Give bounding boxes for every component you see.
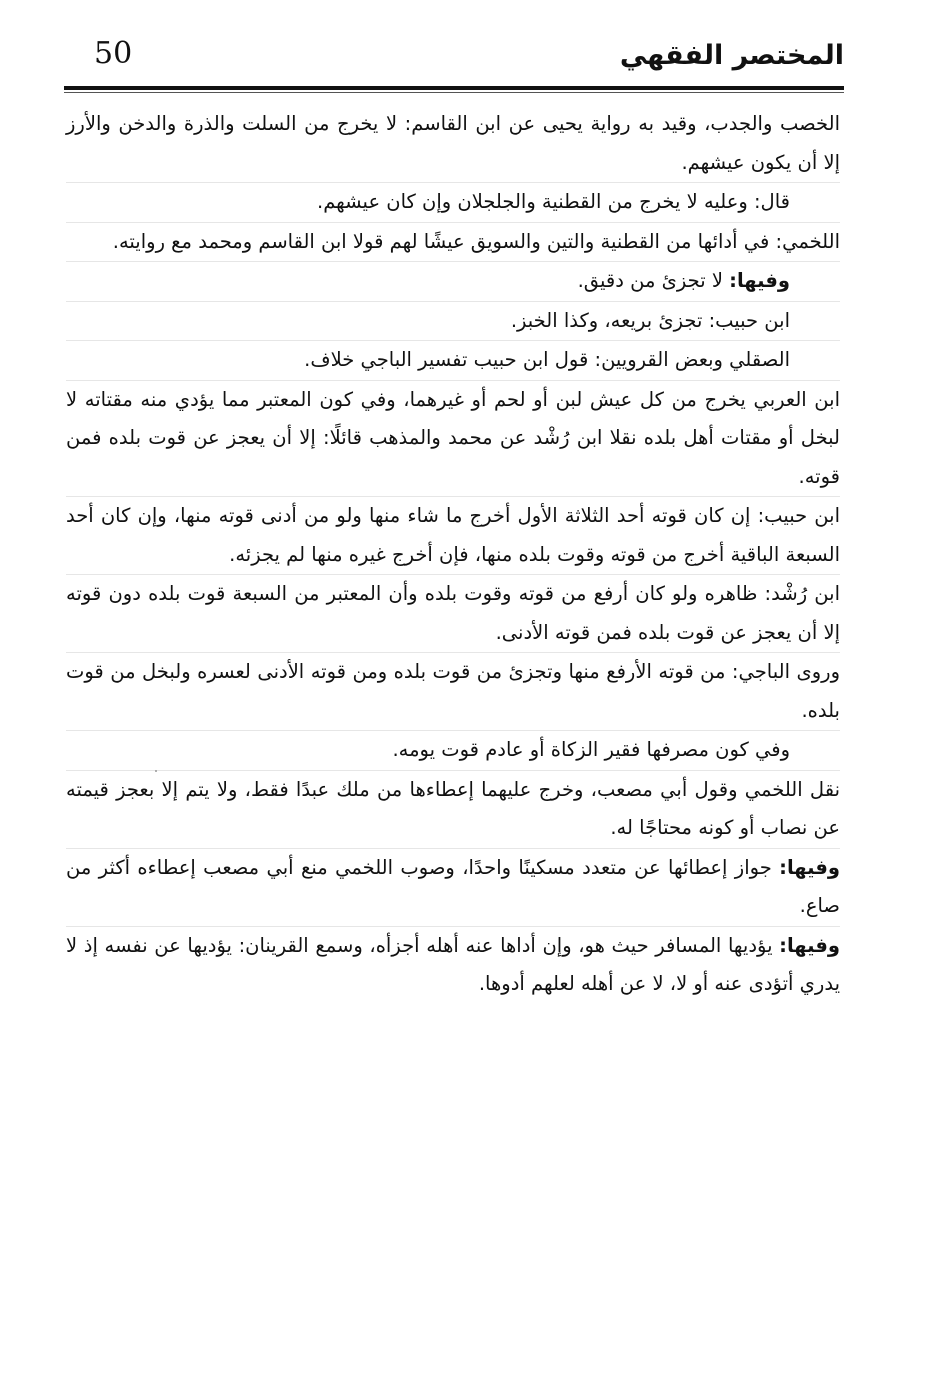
running-title: المختصر الفقهي [619,40,844,71]
paragraph [66,340,840,380]
paragraph [66,730,840,770]
paragraph-text: ابن رُشْد: ظاهره ولو كان أرفع من قوته وقوت بلده وأن المعتبر من السبعة قوت بلده دون قوته إلا أن يعجز عن قوت بلده فمن قوته الأدنى. [66,582,840,644]
paragraph-text: نقل اللخمي وقول أبي مصعب، وخرج عليهما إعطاءها من ملك عبدًا فقط، ولا يتم إلا بعجز قيمته عن نصاب أو كونه محتاجًا له. [66,777,840,839]
paragraph-text: الخصب والجدب، وقيد به رواية يحيى عن ابن القاسم: لا يخرج من السلت والذرة والدخن والأرز إلا أن يكون عيشهم. [66,112,840,174]
paragraph-lead: وفيها: [729,269,790,292]
body-text [66,105,840,1004]
paragraph-lead: وفيها: [779,855,840,879]
paragraph-text: اللخمي: في أدائها من القطنية والتين والسويق عيشًا لهم قولا ابن القاسم ومحمد مع روايته. [112,229,840,253]
paragraph [66,380,840,497]
paragraph [66,222,840,262]
paragraph-text: لا تجزئ من دقيق. [577,269,730,292]
paragraph [66,574,840,652]
paragraph-text: ابن حبيب: تجزئ بريعه، وكذا الخبز. [510,308,790,332]
page-number: 50 [94,36,133,71]
paragraph [66,261,840,301]
paragraph [66,926,840,1004]
paragraph-text: وروى الباجي: من قوته الأرفع منها وتجزئ من قوت بلده ومن قوته الأدنى لعسره ولبخل من قوت بلده. [66,660,840,722]
paragraph [66,848,840,926]
paragraph [66,301,840,341]
paragraph-text: ابن العربي يخرج من كل عيش لبن أو لحم أو غيرهما، وفي كون المعتبر مما يؤدي منه مقتاته لا لبخل أو مقتات أهل بلده نقلا ابن رُشْد عن محمد والمذهب قائلًا: إلا أن يعجز عن قوت بلده فمن قوته. [66,387,840,488]
paragraph [66,182,840,222]
header-rule-thin [64,92,844,93]
paragraph-text: وفي كون مصرفها فقير الزكاة أو عادم قوت يومه. [392,738,790,761]
paragraph-text: يؤديها المسافر حيث هو، وإن أداها عنه أهله أجزأه، وسمع القرينان: يؤديها عن نفسه إذ لا يدري أتؤدى عنه أو لا، لا عن أهله لعلهم أدوها. [66,933,840,995]
paragraph-text: الصقلي وبعض القرويين: قول ابن حبيب تفسير الباجي خلاف. [304,348,790,371]
paragraph [66,652,840,730]
header-rule [64,86,844,90]
paragraph-text: ابن حبيب: إن كان قوته أحد الثلاثة الأول أخرج ما شاء منها ولو من أدنى قوته منها، وإن كان أحد السبعة الباقية أخرج من قوته وقوت بلده منها، فإن أخرج غيره منها لم يجزئه. [66,504,840,566]
paragraph [66,105,840,182]
paragraph [66,770,840,848]
paragraph-text: قال: وعليه لا يخرج من القطنية والجلجلان وإن كان عيشهم. [317,190,790,213]
paragraph-text: جواز إعطائها عن متعدد مسكينًا واحدًا، وصوب اللخمي منع أبي مصعب إعطاءه أكثر من صاع. [66,855,840,917]
page-header [64,36,844,86]
paragraph [66,496,840,574]
scan-speck [155,770,157,772]
paragraph-lead: وفيها: [779,933,840,957]
